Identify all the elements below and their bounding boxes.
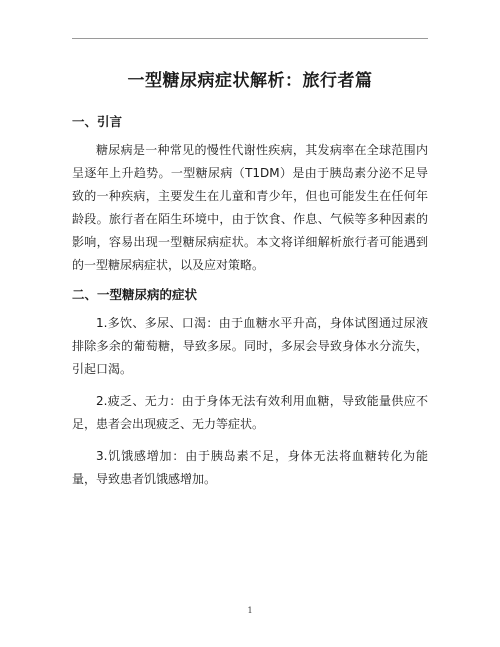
symptom-paragraph-2: 2.疲乏、无力：由于身体无法有效利用血糖，导致能量供应不足，患者会出现疲乏、无力等症状。 bbox=[72, 394, 428, 431]
document-body bbox=[72, 110, 428, 491]
section-heading-symptoms: 二、一型糖尿病的症状 bbox=[72, 287, 198, 302]
page-number: 1 bbox=[247, 606, 253, 615]
symptom-paragraph-3: 3.饥饿感增加：由于胰岛素不足，身体无法将血糖转化为能量，导致患者饥饿感增加。 bbox=[72, 449, 428, 486]
document-title: 一型糖尿病症状解析：旅行者篇 bbox=[127, 71, 373, 91]
intro-paragraph: 糖尿病是一种常见的慢性代谢性疾病，其发病率在全球范围内呈逐年上升趋势。一型糖尿病（T1DM）是由于胰岛素分泌不足导致的一种疾病，主要发生在儿童和青少年，但也可能发生在任何年龄段。旅行者在陌生环境中，由于饮食、作息、气候等多种因素的影响，容易出现一型糖尿病症状。本文将详细解析旅行者可能遇到的一型糖尿病症状，以及应对策略。 bbox=[72, 143, 428, 272]
section-heading-intro: 一、引言 bbox=[72, 114, 123, 129]
symptom-paragraph-1: 1.多饮、多尿、口渴：由于血糖水平升高，身体试图通过尿液排除多余的葡萄糖，导致多尿。同时，多尿会导致身体水分流失，引起口渴。 bbox=[72, 316, 428, 376]
header-divider bbox=[72, 38, 428, 39]
